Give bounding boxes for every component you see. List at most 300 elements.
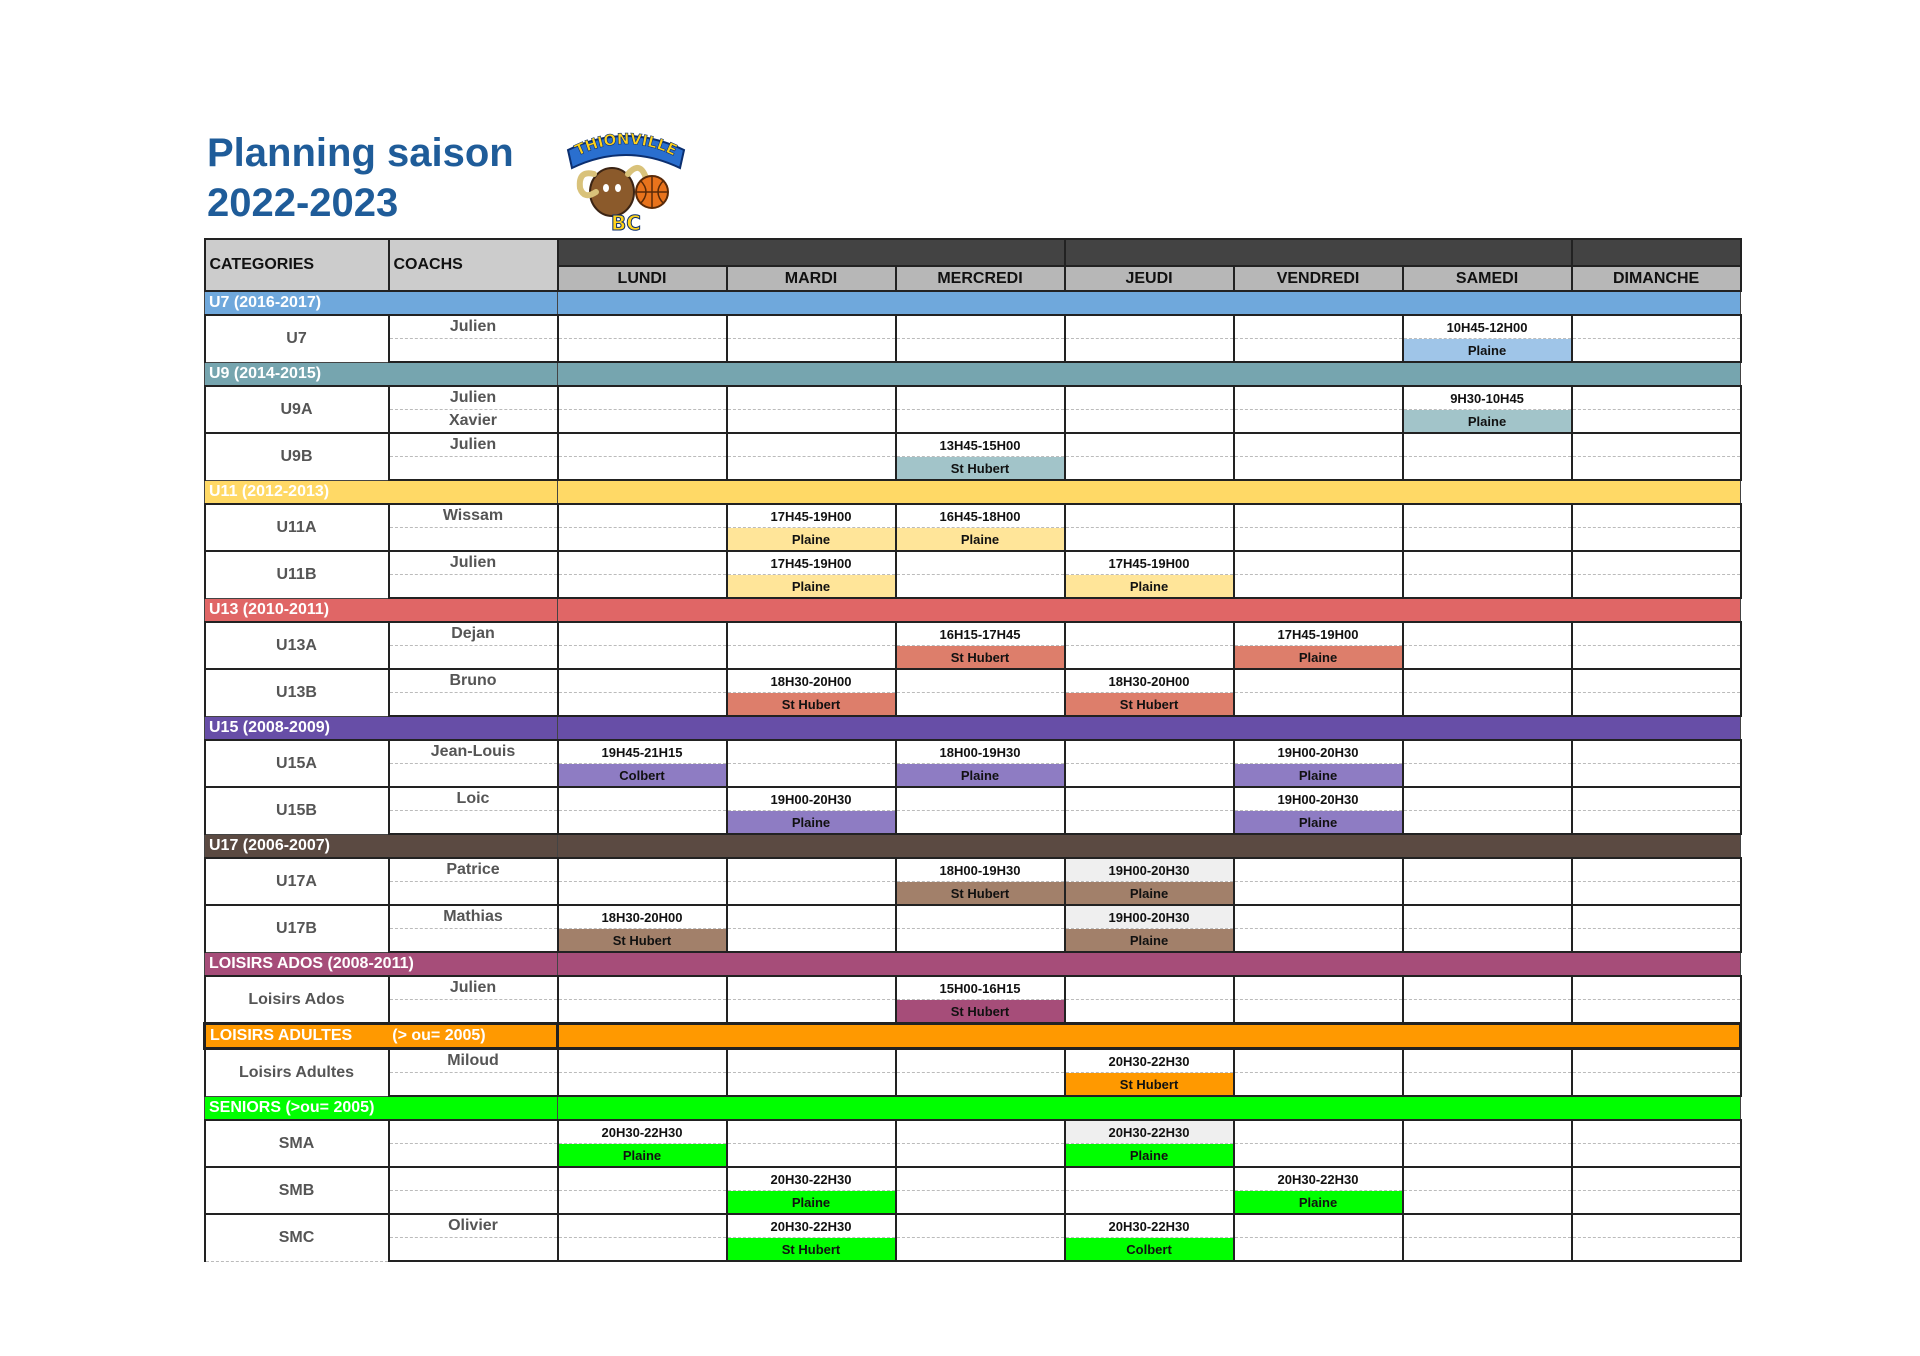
slot-time (1065, 622, 1234, 646)
slot-place (1065, 764, 1234, 788)
slot-time: 20H30-22H30 (727, 1214, 896, 1238)
category-band (558, 834, 1741, 858)
slot-time (1403, 622, 1572, 646)
slot-place: St Hubert (896, 646, 1065, 670)
slot-time (1403, 976, 1572, 1000)
team-row (205, 905, 1741, 929)
slot-time (727, 1120, 896, 1144)
slot-place: St Hubert (896, 882, 1065, 906)
slot-place (1403, 1000, 1572, 1024)
category-label-text: U11 (2012-2013) (209, 483, 330, 500)
coach-name (389, 575, 558, 599)
slot-time (727, 433, 896, 457)
slot-time: 19H00-20H30 (1234, 787, 1403, 811)
coach-name: Julien (389, 386, 558, 410)
slot-place (1065, 1191, 1234, 1215)
schedule-table (203, 238, 1742, 1262)
slot-place (1234, 457, 1403, 481)
slot-place (727, 1073, 896, 1097)
slot-place (896, 575, 1065, 599)
slot-place (896, 339, 1065, 363)
slot-place (1234, 528, 1403, 552)
slot-place (1572, 410, 1741, 434)
slot-place: St Hubert (896, 1000, 1065, 1024)
team-name: SMB (205, 1167, 389, 1214)
slot-time (558, 1214, 727, 1238)
slot-place: Plaine (558, 1144, 727, 1168)
slot-time: 19H45-21H15 (558, 740, 727, 764)
slot-place (1572, 339, 1741, 363)
slot-place: Plaine (1234, 1191, 1403, 1215)
category-label (205, 1024, 558, 1049)
coach-name: Julien (389, 433, 558, 457)
coach-name: Xavier (389, 410, 558, 434)
category-band (558, 1096, 1741, 1120)
team-name: U11A (205, 504, 389, 551)
slot-place (1572, 646, 1741, 670)
category-label-text: U17 (2006-2007) (209, 837, 330, 854)
slot-time (1403, 1167, 1572, 1191)
slot-time (896, 1167, 1065, 1191)
slot-time (1403, 858, 1572, 882)
slot-place: St Hubert (727, 693, 896, 717)
category-row (205, 480, 1741, 504)
slot-place (1234, 1238, 1403, 1262)
slot-place: Plaine (1403, 410, 1572, 434)
team-row (205, 1191, 1741, 1215)
slot-time (1572, 858, 1741, 882)
team-row (205, 1214, 1741, 1238)
slot-time (1572, 905, 1741, 929)
slot-place (1065, 1000, 1234, 1024)
slot-time (1403, 1214, 1572, 1238)
column-header-day: JEUDI (1065, 266, 1234, 291)
slot-time (558, 433, 727, 457)
slot-place (727, 929, 896, 953)
coach-name (389, 457, 558, 481)
slot-time (1065, 787, 1234, 811)
column-header-categories: CATEGORIES (205, 239, 389, 291)
slot-time (727, 858, 896, 882)
slot-time: 20H30-22H30 (1065, 1049, 1234, 1073)
coach-name (389, 1000, 558, 1024)
coach-name (389, 339, 558, 363)
team-row (205, 764, 1741, 788)
slot-time (1572, 504, 1741, 528)
category-band (558, 291, 1741, 315)
category-row (205, 716, 1741, 740)
slot-place (558, 811, 727, 835)
team-row (205, 504, 1741, 528)
slot-place (727, 1000, 896, 1024)
slot-place (1403, 1191, 1572, 1215)
team-row (205, 386, 1741, 410)
slot-time (896, 669, 1065, 693)
category-label (205, 952, 558, 976)
slot-time (558, 386, 727, 410)
slot-place: Plaine (1234, 646, 1403, 670)
slot-place: St Hubert (1065, 693, 1234, 717)
slot-place (1403, 882, 1572, 906)
slot-place (896, 929, 1065, 953)
team-row (205, 811, 1741, 835)
slot-time (1234, 669, 1403, 693)
slot-time (727, 740, 896, 764)
category-row (205, 1096, 1741, 1120)
category-label (205, 480, 558, 504)
team-row (205, 1167, 1741, 1191)
slot-time (1234, 315, 1403, 339)
slot-time (1572, 1049, 1741, 1073)
slot-place (1572, 528, 1741, 552)
slot-time: 9H30-10H45 (1403, 386, 1572, 410)
category-row (205, 1024, 1741, 1049)
slot-place (558, 575, 727, 599)
slot-place: Plaine (1065, 1144, 1234, 1168)
slot-time (1572, 976, 1741, 1000)
slot-time (896, 386, 1065, 410)
slot-time (1234, 504, 1403, 528)
team-name: SMA (205, 1120, 389, 1167)
slot-time (1572, 386, 1741, 410)
slot-time (1403, 905, 1572, 929)
slot-place (1234, 882, 1403, 906)
slot-time (1065, 740, 1234, 764)
slot-time: 18H00-19H30 (896, 740, 1065, 764)
category-label (205, 834, 558, 858)
slot-time (1572, 551, 1741, 575)
team-row (205, 339, 1741, 363)
coach-name: Patrice (389, 858, 558, 882)
category-label-text: LOISIRS ADULTES (210, 1027, 353, 1044)
category-label-text: LOISIRS ADOS (2008-2011) (209, 955, 414, 972)
slot-time: 10H45-12H00 (1403, 315, 1572, 339)
slot-time (558, 504, 727, 528)
coach-name (389, 1238, 558, 1262)
slot-time (1065, 386, 1234, 410)
slot-time: 20H30-22H30 (558, 1120, 727, 1144)
schedule-body (205, 291, 1741, 1261)
slot-place: Colbert (1065, 1238, 1234, 1262)
slot-place (1572, 929, 1741, 953)
slot-time (558, 551, 727, 575)
slot-time: 18H00-19H30 (896, 858, 1065, 882)
slot-time (558, 858, 727, 882)
slot-time (1234, 905, 1403, 929)
slot-time: 18H30-20H00 (727, 669, 896, 693)
slot-place (1065, 410, 1234, 434)
slot-time (1403, 1120, 1572, 1144)
slot-place (1572, 1000, 1741, 1024)
category-label-extra: (> ou= 2005) (392, 1027, 486, 1044)
slot-place (727, 1144, 896, 1168)
slot-time (1234, 386, 1403, 410)
team-row (205, 1238, 1741, 1262)
slot-place (1572, 811, 1741, 835)
slot-place (1403, 764, 1572, 788)
slot-time: 19H00-20H30 (1065, 905, 1234, 929)
slot-time (1572, 1167, 1741, 1191)
slot-time: 20H30-22H30 (1065, 1214, 1234, 1238)
column-header-coachs: COACHS (389, 239, 558, 291)
slot-place (1403, 575, 1572, 599)
team-row (205, 433, 1741, 457)
slot-place (558, 693, 727, 717)
slot-place: St Hubert (896, 457, 1065, 481)
slot-place (558, 339, 727, 363)
slot-time (1572, 1214, 1741, 1238)
slot-place (1403, 1144, 1572, 1168)
coach-name: Mathias (389, 905, 558, 929)
category-band (558, 952, 1741, 976)
slot-place (1403, 646, 1572, 670)
slot-time (1572, 315, 1741, 339)
coach-name: Dejan (389, 622, 558, 646)
slot-time: 20H30-22H30 (1234, 1167, 1403, 1191)
slot-place (727, 882, 896, 906)
page-title-line1: Planning saison (207, 131, 514, 175)
team-row (205, 693, 1741, 717)
slot-time (558, 1049, 727, 1073)
slot-time: 15H00-16H15 (896, 976, 1065, 1000)
team-name: U13B (205, 669, 389, 716)
slot-time (1065, 504, 1234, 528)
team-name: U15B (205, 787, 389, 834)
coach-name: Julien (389, 551, 558, 575)
slot-time (1572, 669, 1741, 693)
coach-name (389, 1144, 558, 1168)
team-name: U7 (205, 315, 389, 362)
category-row (205, 952, 1741, 976)
category-label (205, 362, 558, 386)
team-row (205, 646, 1741, 670)
slot-time: 20H30-22H30 (1065, 1120, 1234, 1144)
team-row (205, 787, 1741, 811)
slot-place (1065, 811, 1234, 835)
slot-place: St Hubert (1065, 1073, 1234, 1097)
coach-name (389, 764, 558, 788)
slot-place (558, 1238, 727, 1262)
slot-time (1234, 433, 1403, 457)
category-band (558, 598, 1741, 622)
team-row (205, 1144, 1741, 1168)
coach-name (389, 693, 558, 717)
category-label (205, 1096, 558, 1120)
slot-place (727, 457, 896, 481)
slot-place (727, 646, 896, 670)
slot-time (1065, 315, 1234, 339)
slot-time (1572, 622, 1741, 646)
slot-time (896, 1214, 1065, 1238)
slot-place (1572, 1144, 1741, 1168)
slot-place (1403, 1073, 1572, 1097)
team-name: U17A (205, 858, 389, 905)
slot-time (558, 315, 727, 339)
column-header-day: DIMANCHE (1572, 266, 1741, 291)
slot-time (1403, 433, 1572, 457)
slot-time: 20H30-22H30 (727, 1167, 896, 1191)
slot-place (896, 1238, 1065, 1262)
slot-place (558, 1000, 727, 1024)
team-name: U9A (205, 386, 389, 433)
slot-place (1403, 1238, 1572, 1262)
slot-place: Plaine (1065, 882, 1234, 906)
slot-place (558, 882, 727, 906)
slot-place (896, 811, 1065, 835)
category-row (205, 291, 1741, 315)
category-band (558, 1024, 1741, 1049)
coach-name (389, 1120, 558, 1144)
slot-place (1234, 339, 1403, 363)
slot-time (1403, 669, 1572, 693)
slot-time (1403, 504, 1572, 528)
slot-place (1572, 457, 1741, 481)
slot-time: 17H45-19H00 (727, 551, 896, 575)
header-band (558, 239, 1065, 266)
slot-time (896, 787, 1065, 811)
category-label-text: SENIORS (>ou= 2005) (209, 1099, 375, 1116)
ram-basketball-logo-icon (560, 130, 692, 236)
coach-name (389, 929, 558, 953)
slot-place: Plaine (1065, 575, 1234, 599)
slot-place (1234, 693, 1403, 717)
slot-time (1403, 787, 1572, 811)
logo-text-bottom: BC (611, 211, 641, 235)
slot-place: Plaine (727, 575, 896, 599)
slot-time (1572, 433, 1741, 457)
team-row (205, 315, 1741, 339)
slot-place (896, 693, 1065, 717)
slot-time (1572, 1120, 1741, 1144)
slot-time: 16H15-17H45 (896, 622, 1065, 646)
slot-time (727, 1049, 896, 1073)
team-row (205, 528, 1741, 552)
team-row (205, 882, 1741, 906)
coach-name: Miloud (389, 1049, 558, 1073)
slot-place (727, 764, 896, 788)
slot-place (1403, 457, 1572, 481)
team-row (205, 575, 1741, 599)
category-label (205, 598, 558, 622)
coach-name: Julien (389, 315, 558, 339)
logo-text-top: THIONVILLE (572, 130, 680, 160)
slot-place: Plaine (727, 811, 896, 835)
category-band (558, 480, 1741, 504)
slot-time: 19H00-20H30 (727, 787, 896, 811)
slot-time: 19H00-20H30 (1065, 858, 1234, 882)
slot-place (1065, 528, 1234, 552)
coach-name: Jean-Louis (389, 740, 558, 764)
team-name: U15A (205, 740, 389, 787)
coach-name (389, 811, 558, 835)
column-header-day: SAMEDI (1403, 266, 1572, 291)
team-row (205, 457, 1741, 481)
category-band (558, 362, 1741, 386)
category-label (205, 716, 558, 740)
slot-place (558, 528, 727, 552)
slot-place (1234, 1144, 1403, 1168)
slot-place: Plaine (1065, 929, 1234, 953)
slot-time: 17H45-19H00 (1065, 551, 1234, 575)
team-name: U17B (205, 905, 389, 952)
slot-place (1572, 882, 1741, 906)
slot-time (896, 905, 1065, 929)
slot-place (1403, 929, 1572, 953)
slot-time (1065, 976, 1234, 1000)
slot-place (558, 410, 727, 434)
slot-time (727, 905, 896, 929)
category-label-text: U15 (2008-2009) (209, 719, 330, 736)
slot-place (1572, 1238, 1741, 1262)
team-name: SMC (205, 1214, 389, 1261)
team-row (205, 929, 1741, 953)
slot-place (1065, 646, 1234, 670)
slot-time (1065, 1167, 1234, 1191)
slot-place (896, 1191, 1065, 1215)
slot-place: St Hubert (727, 1238, 896, 1262)
team-row (205, 740, 1741, 764)
team-row (205, 1073, 1741, 1097)
slot-place (1403, 811, 1572, 835)
page-title-line2: 2022-2023 (207, 181, 399, 225)
slot-place (558, 646, 727, 670)
coach-name: Julien (389, 976, 558, 1000)
coach-name (389, 646, 558, 670)
slot-place (896, 1073, 1065, 1097)
category-label-text: U13 (2010-2011) (209, 601, 330, 618)
team-row (205, 410, 1741, 434)
slot-time (896, 1049, 1065, 1073)
slot-place (558, 457, 727, 481)
slot-place (1403, 528, 1572, 552)
slot-time (1234, 858, 1403, 882)
team-name: Loisirs Ados (205, 976, 389, 1024)
coach-name: Wissam (389, 504, 558, 528)
slot-time (1403, 740, 1572, 764)
slot-time (727, 386, 896, 410)
slot-place (1403, 693, 1572, 717)
slot-place: Plaine (1234, 811, 1403, 835)
slot-place (1234, 410, 1403, 434)
column-header-day: LUNDI (558, 266, 727, 291)
slot-time (558, 622, 727, 646)
category-band (558, 716, 1741, 740)
slot-time (1065, 433, 1234, 457)
category-row (205, 362, 1741, 386)
category-label-text: U7 (2016-2017) (209, 294, 322, 311)
team-row (205, 976, 1741, 1000)
slot-time (727, 315, 896, 339)
slot-place: Plaine (727, 528, 896, 552)
slot-place (1065, 457, 1234, 481)
slot-time: 13H45-15H00 (896, 433, 1065, 457)
team-name: U9B (205, 433, 389, 480)
slot-place (1572, 575, 1741, 599)
slot-time: 18H30-20H00 (1065, 669, 1234, 693)
team-row (205, 1049, 1741, 1073)
slot-time: 18H30-20H00 (558, 905, 727, 929)
slot-time (1572, 740, 1741, 764)
slot-time (1572, 787, 1741, 811)
coach-name: Loic (389, 787, 558, 811)
team-row (205, 669, 1741, 693)
slot-place: Plaine (1403, 339, 1572, 363)
header-band (1065, 239, 1572, 266)
slot-place: Colbert (558, 764, 727, 788)
slot-place (1572, 1191, 1741, 1215)
column-header-day: VENDREDI (1234, 266, 1403, 291)
category-row (205, 598, 1741, 622)
